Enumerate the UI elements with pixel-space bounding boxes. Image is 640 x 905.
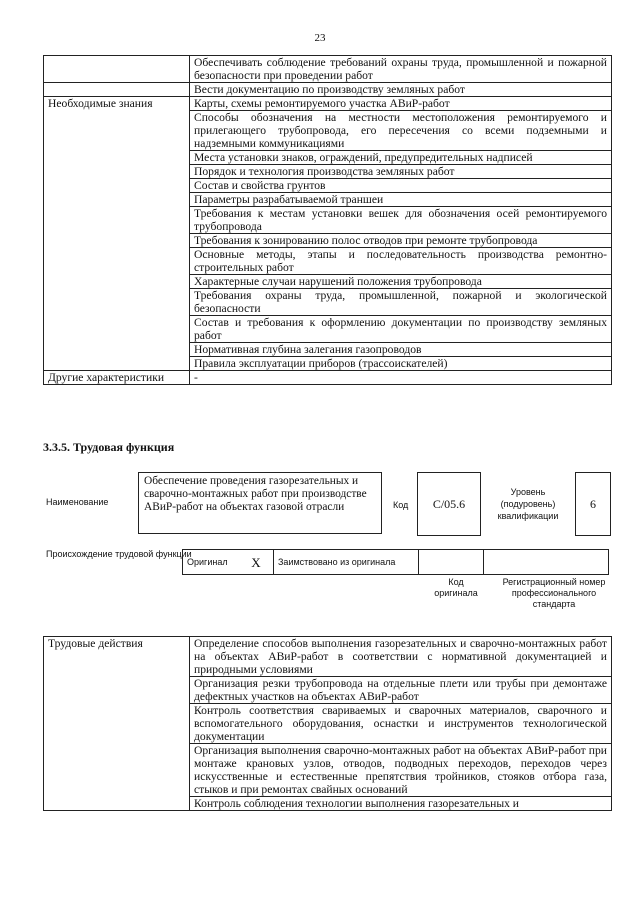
table-row	[44, 56, 612, 83]
code-box	[417, 472, 481, 536]
code-label: Код	[393, 500, 409, 510]
section-title: 3.3.5. Трудовая функция	[43, 440, 175, 454]
level-label: Уровень (подуровень) квалификации	[497, 487, 559, 521]
table-cell: Определение способов выполнения газорезательных и сварочно-монтажных работ на объектах АВиР-работ в соответствии с нормативной документацией и природными условиями	[190, 637, 612, 677]
table-cell: Контроль соответствия свариваемых и сварочных материалов, сварочного и вспомогательного оборудования, оснастки и инструментов технологической документации	[190, 704, 612, 744]
original-label: Оригинал	[183, 550, 240, 575]
table-row	[44, 83, 612, 97]
level-box	[575, 472, 611, 536]
table-cell: Карты, схемы ремонтируемого участка АВиР-работ	[190, 97, 612, 111]
knowledge-table	[43, 55, 612, 385]
table-cell: Основные методы, этапы и последовательность производства ремонтно-строительных работ	[190, 248, 612, 275]
table-cell: Требования охраны труда, промышленной, пожарной и экологической безопасности	[190, 289, 612, 316]
table-row	[44, 371, 612, 385]
table-cell: Требования к местам установки вешек для обозначения осей ремонтируемого трубопровода	[190, 207, 612, 234]
table-cell: Нормативная глубина залегания газопроводов	[190, 343, 612, 357]
code-original-caption: Код оригинала	[434, 577, 478, 598]
level-value: 6	[590, 496, 596, 511]
empty-label-cell	[44, 56, 190, 83]
table-cell: Состав и требования к оформлению документации по производству земляных работ	[190, 316, 612, 343]
table-cell: Контроль соблюдения технологии выполнения газорезательных и	[190, 797, 612, 811]
table-cell: Организация резки трубопровода на отдельные плети или трубы при демонтаже дефектных участков на объектах АВиР-работ	[190, 677, 612, 704]
origin-table	[182, 549, 609, 575]
empty-label-cell	[44, 83, 190, 97]
reg-number-caption: Регистрационный номер профессионального стандарта	[502, 577, 606, 609]
table-cell: Вести документацию по производству земляных работ	[190, 83, 612, 97]
actions-label: Трудовые действия	[44, 637, 190, 811]
original-mark: X	[239, 550, 274, 575]
other-value: -	[190, 371, 612, 385]
table-cell: Требования к зонированию полос отводов при ремонте трубопровода	[190, 234, 612, 248]
function-name-box: Обеспечение проведения газорезательных и сварочно-монтажных работ при производстве АВиР-работ на объектах газовой отрасли	[138, 472, 382, 534]
table-cell: Порядок и технология производства земляных работ	[190, 165, 612, 179]
other-label: Другие характеристики	[44, 371, 190, 385]
table-row	[44, 637, 612, 677]
table-cell: Способы обозначения на местности местоположения ремонтируемого и прилегающего трубопровода, его пересечения со всеми подземными и надземными коммуникациями	[190, 111, 612, 151]
name-label: Наименование	[46, 497, 109, 507]
table-row	[44, 97, 612, 111]
table-cell: Места установки знаков, ограждений, предупредительных надписей	[190, 151, 612, 165]
borrowed-label: Заимствовано из оригинала	[274, 550, 419, 575]
table-cell: Характерные случаи нарушений положения трубопровода	[190, 275, 612, 289]
knowledge-label: Необходимые знания	[44, 97, 190, 371]
code-value: С/05.6	[432, 496, 466, 511]
origin-label: Происхождение трудовой функции	[46, 549, 192, 559]
actions-table	[43, 636, 612, 811]
table-cell: Состав и свойства грунтов	[190, 179, 612, 193]
table-cell: Правила эксплуатации приборов (трассоискателей)	[190, 357, 612, 371]
table-cell: Параметры разрабатываемой траншеи	[190, 193, 612, 207]
table-row	[183, 550, 609, 575]
table-cell: Обеспечивать соблюдение требований охраны труда, промышленной и пожарной безопасности при проведении работ	[190, 56, 612, 83]
page-number: 23	[314, 32, 326, 44]
reg-number-cell	[484, 550, 609, 575]
code-original-cell	[419, 550, 484, 575]
table-cell: Организация выполнения сварочно-монтажных работ на объектах АВиР-работ при монтаже крановых узлов, отводов, подводных переходов, переходов через искусственные и естественные препятствия тройников, стояков отбора газа, стыков и при ремонтах свайных оснований	[190, 744, 612, 797]
